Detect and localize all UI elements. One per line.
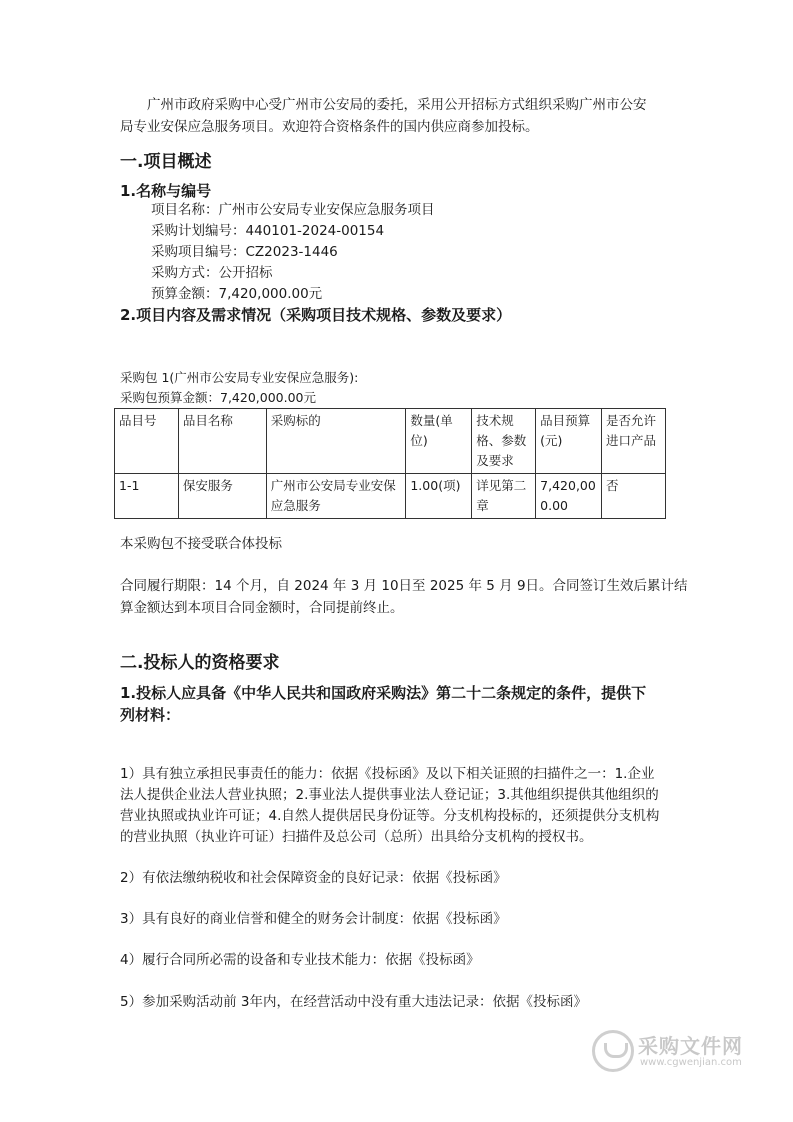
table-cell: 详见第二章 xyxy=(472,474,536,519)
section-2-title: 二.投标人的资格要求 xyxy=(120,653,280,673)
section-1-sub2-title: 2.项目内容及需求情况（采购项目技术规格、参数及要求） xyxy=(120,306,512,324)
section-1-sub1-title: 1.名称与编号 xyxy=(120,182,212,200)
contract-period-line-1: 合同履行期限：14 个月，自 2024 年 3 月 10日至 2025 年 5 月 9日。合同签订生效后累计结 xyxy=(120,578,688,594)
requirement-3: 3）具有良好的商业信誉和健全的财务会计制度：依据《投标函》 xyxy=(120,911,507,927)
package-table xyxy=(114,408,666,519)
field-budget: 预算金额：7,420,000.00元 xyxy=(151,286,323,302)
package-budget: 采购包预算金额：7,420,000.00元 xyxy=(120,390,316,405)
table-header: 采购标的 xyxy=(266,409,406,474)
table-header: 品目号 xyxy=(115,409,179,474)
watermark xyxy=(592,1026,752,1076)
table-cell: 保安服务 xyxy=(178,474,266,519)
field-project-name: 项目名称：广州市公安局专业安保应急服务项目 xyxy=(151,202,435,218)
no-consortium-note: 本采购包不接受联合体投标 xyxy=(120,536,282,552)
section-2-sub1-line-2: 列材料： xyxy=(120,706,181,724)
watermark-logo-icon xyxy=(592,1030,634,1072)
table-header: 是否允许进口产品 xyxy=(602,409,666,474)
table-header-row xyxy=(115,409,666,474)
table-row xyxy=(115,474,666,519)
watermark-title: 采购文件网 xyxy=(638,1034,743,1058)
intro-line-2: 局专业安保应急服务项目。欢迎符合资格条件的国内供应商参加投标。 xyxy=(120,119,539,135)
requirement-1-line-3: 营业执照或执业许可证；4.自然人提供居民身份证等。分支机构投标的，还须提供分支机构 xyxy=(120,808,660,824)
field-procurement-method: 采购方式：公开招标 xyxy=(151,265,273,281)
table-header: 品目预算(元) xyxy=(536,409,602,474)
table-header: 品目名称 xyxy=(178,409,266,474)
watermark-url: www.cgwenjian.com xyxy=(640,1057,742,1068)
requirement-1-line-1: 1）具有独立承担民事责任的能力：依据《投标函》及以下相关证照的扫描件之一：1.企业 xyxy=(120,766,655,782)
table-cell: 7,420,000.00 xyxy=(536,474,602,519)
table-cell: 1.00(项) xyxy=(406,474,472,519)
table-header: 数量(单位) xyxy=(406,409,472,474)
requirement-1-line-2: 法人提供企业法人营业执照；2.事业法人提供事业法人登记证；3.其他组织提供其他组织的 xyxy=(120,787,659,803)
table-cell: 1-1 xyxy=(115,474,179,519)
table-cell: 否 xyxy=(602,474,666,519)
intro-line-1: 广州市政府采购中心受广州市公安局的委托，采用公开招标方式组织采购广州市公安 xyxy=(147,97,647,113)
table-header: 技术规格、参数及要求 xyxy=(472,409,536,474)
requirement-5: 5）参加采购活动前 3年内，在经营活动中没有重大违法记录：依据《投标函》 xyxy=(120,994,587,1010)
field-plan-number: 采购计划编号：440101-2024-00154 xyxy=(151,223,385,239)
package-label: 采购包 1(广州市公安局专业安保应急服务): xyxy=(120,370,359,385)
contract-period-line-2: 算金额达到本项目合同金额时，合同提前终止。 xyxy=(120,600,404,616)
table-cell: 广州市公安局专业安保应急服务 xyxy=(266,474,406,519)
requirement-4: 4）履行合同所必需的设备和专业技术能力：依据《投标函》 xyxy=(120,952,480,968)
field-project-number: 采购项目编号：CZ2023-1446 xyxy=(151,244,338,260)
requirement-1-line-4: 的营业执照（执业许可证）扫描件及总公司（总所）出具给分支机构的授权书。 xyxy=(120,829,593,845)
requirement-2: 2）有依法缴纳税收和社会保障资金的良好记录：依据《投标函》 xyxy=(120,870,507,886)
section-2-sub1-line-1: 1.投标人应具备《中华人民共和国政府采购法》第二十二条规定的条件，提供下 xyxy=(120,684,647,702)
section-1-title: 一.项目概述 xyxy=(120,152,212,172)
